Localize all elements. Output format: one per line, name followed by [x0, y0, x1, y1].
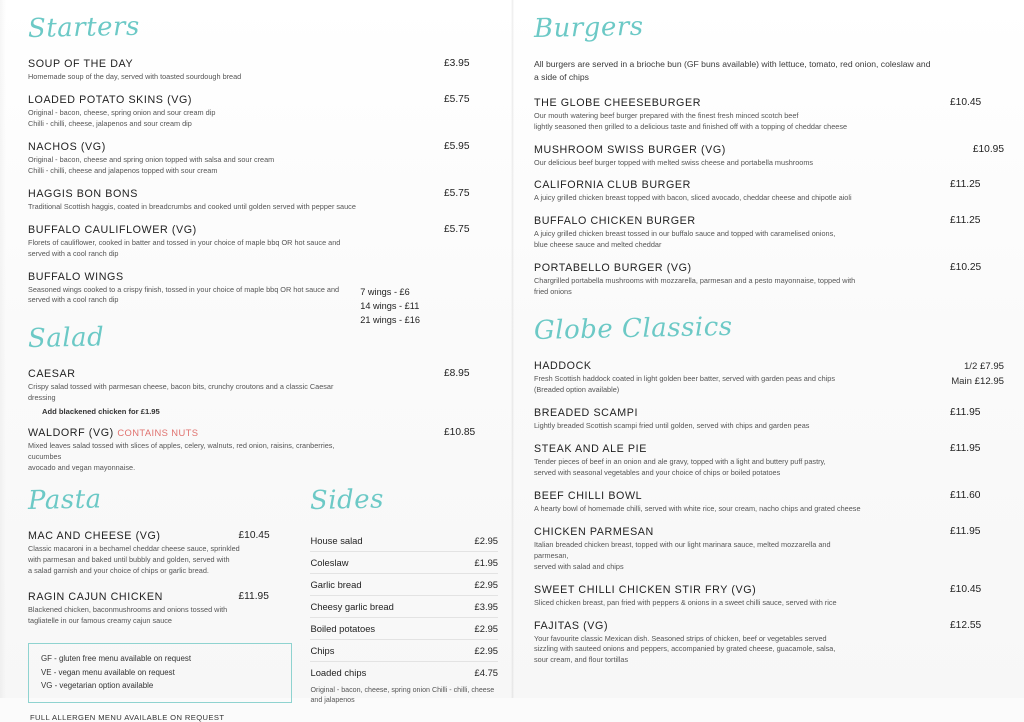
desc-line: Fresh Scottish haddock coated in light golden beer batter, served with garden peas and chips — [534, 374, 835, 384]
item-price: £4.75 — [474, 667, 498, 679]
item-name: MAC AND CHEESE (VG) — [28, 530, 161, 543]
desc-line: served with a cool ranch dip — [28, 295, 119, 305]
item-price: £11.25 — [950, 179, 981, 191]
item-price: £11.95 — [950, 525, 981, 537]
item-price: £11.60 — [950, 489, 981, 501]
item-description — [28, 544, 292, 577]
item-description — [28, 72, 358, 83]
item-description — [28, 108, 358, 130]
item-add-on-note: Add blackened chicken for £1.95 — [42, 407, 160, 417]
haddock-half-label: 1/2 — [963, 361, 978, 373]
item-price: £11.95 — [950, 442, 981, 454]
section-title-burgers: Burgers — [533, 11, 644, 44]
desc-line: A juicy grilled chicken breast tossed in our buffalo sauce and topped with caramelised onions, — [534, 229, 836, 239]
menu-item — [534, 526, 1004, 573]
item-name: BEEF CHILLI BOWL — [534, 489, 643, 502]
section-title-sides: Sides — [310, 484, 385, 517]
item-name: Boiled potatoes — [310, 623, 376, 635]
desc-line: Italian breaded chicken breast, topped with our light marinara sauce, melted mozzarella and parmesan, — [534, 539, 831, 560]
item-price: £11.95 — [950, 407, 981, 418]
section-title-pasta: Pasta — [27, 484, 102, 517]
item-price: £10.45 — [238, 530, 270, 542]
side-item — [310, 574, 498, 596]
desc-line: Florets of cauliflower, cooked in batter and tossed in your choice of maple bbq OR hot sauce and — [28, 237, 341, 247]
desc-line: Our mouth watering beef burger prepared with the finest fresh minced scotch beef — [534, 110, 799, 120]
desc-line: Original - bacon, cheese and spring onion topped with salsa and sour cream — [28, 154, 275, 164]
side-item — [310, 640, 498, 662]
item-description — [534, 193, 864, 204]
desc-line: Original - bacon, cheese, spring onion — [310, 686, 430, 695]
section-title-globe-classics: Globe Classics — [533, 311, 733, 347]
item-name: PORTABELLO BURGER (VG) — [534, 262, 692, 275]
menu-item-buffalo-wings — [28, 270, 498, 325]
menu-item — [28, 591, 292, 627]
item-price: £1.95 — [474, 557, 498, 569]
item-name: HAGGIS BON BONS — [28, 187, 138, 200]
item-price: £12.55 — [950, 619, 982, 631]
item-price: £10.25 — [950, 262, 982, 274]
section-globe-classics — [533, 311, 1004, 666]
item-name: STEAK AND ALE PIE — [534, 442, 647, 455]
item-name: Garlic bread — [310, 579, 362, 591]
menu-item — [28, 188, 498, 213]
item-description — [28, 441, 358, 474]
item-description — [534, 598, 864, 609]
desc-line: Seasoned wings cooked to a crispy finish, tossed in your choice of maple bbq OR hot sauce and — [28, 284, 340, 294]
item-description — [28, 155, 358, 177]
menu-item — [28, 141, 498, 177]
key-line-ve: VE - vegan menu available on request — [41, 667, 175, 677]
menu-item — [28, 94, 498, 130]
desc-line: Chilli - chilli, cheese and jalapenos — [310, 686, 495, 705]
pasta-sides-row — [28, 486, 498, 722]
section-pasta — [28, 486, 292, 722]
desc-line: Crispy salad tossed with parmesan cheese, bacon bits, crunchy croutons and a classic Caesar dressing — [28, 382, 334, 403]
haddock-price-options — [951, 360, 1004, 389]
menu-item — [534, 179, 1004, 204]
item-name: BUFFALO CHICKEN BURGER — [534, 215, 696, 228]
item-name: Loaded chips — [310, 667, 367, 679]
wings-tier: 21 wings - £16 — [360, 315, 420, 325]
menu-item — [534, 490, 1004, 515]
desc-line: A hearty bowl of homemade chilli, served with white rice, sour cream, nacho chips and grated cheese — [534, 503, 861, 513]
desc-line: Original - bacon, cheese, spring onion and sour cream dip — [28, 107, 216, 117]
menu-item — [534, 144, 1004, 169]
desc-line: Your favourite classic Mexican dish. Seasoned strips of chicken, beef or vegetables served — [534, 633, 827, 643]
section-title-salad: Salad — [27, 322, 105, 355]
item-name: NACHOS (VG) — [28, 140, 106, 153]
item-name: CHICKEN PARMESAN — [534, 525, 654, 538]
item-price: £5.75 — [444, 93, 470, 105]
item-description — [534, 634, 864, 667]
item-name: MUSHROOM SWISS BURGER (VG) — [534, 143, 726, 156]
item-name: CALIFORNIA CLUB BURGER — [534, 179, 691, 192]
item-name: Coleslaw — [310, 557, 349, 569]
menu-item — [28, 530, 292, 577]
side-item — [310, 662, 498, 683]
menu-key-box — [28, 643, 292, 703]
item-name-text: WALDORF (VG) — [28, 427, 114, 440]
item-description — [28, 382, 358, 404]
desc-line: tagliatelle in our famous creamy cajun sauce — [28, 615, 172, 625]
desc-line: served with salad and chips — [534, 561, 624, 571]
page-spine — [511, 0, 514, 698]
menu-item — [534, 262, 1004, 298]
item-price: £2.95 — [474, 623, 498, 635]
menu-item — [534, 215, 1004, 251]
item-price: £10.95 — [972, 143, 1004, 155]
desc-line: Tender pieces of beef in an onion and ale gravy, topped with a light and buttery puff pastry, — [534, 456, 826, 466]
burgers-intro: All burgers are served in a brioche bun (GF buns available) with lettuce, tomato, red onion, coleslaw and a side of chips — [534, 59, 931, 83]
left-page — [27, 11, 498, 722]
item-description — [28, 238, 358, 260]
desc-line: Mixed leaves salad tossed with slices of apples, celery, walnuts, red onion, raisins, cranberries, cucumbes — [28, 441, 335, 462]
side-item — [310, 552, 498, 574]
menu-item — [28, 58, 498, 83]
right-page — [533, 11, 1004, 677]
haddock-main-price: £12.95 — [974, 375, 1004, 387]
desc-line: lightly seasoned then grilled to a delicious taste and finished off with a topping of cheddar cheese — [534, 121, 848, 131]
item-price: £11.25 — [950, 215, 981, 227]
item-name: BREADED SCAMPI — [534, 407, 639, 419]
item-description — [28, 285, 358, 307]
desc-line: Blackened chicken, baconmushrooms and onions tossed with — [28, 604, 228, 614]
item-description — [534, 111, 864, 133]
key-line-vg: VG - vegetarian option available — [41, 681, 154, 691]
item-price: £3.95 — [474, 601, 498, 613]
haddock-half-price: £7.95 — [979, 361, 1004, 373]
item-price: £5.75 — [444, 187, 470, 199]
desc-line: Chilli - chilli, cheese, jalapenos and sour cream dip — [28, 118, 192, 128]
wings-tier: 14 wings - £11 — [360, 300, 420, 311]
desc-line: sour cream, and flour tortillas — [534, 655, 629, 665]
item-price: £5.95 — [444, 140, 470, 152]
item-price: £2.95 — [474, 535, 498, 547]
item-price: £3.95 — [444, 58, 470, 69]
item-name: Cheesy garlic bread — [310, 601, 394, 613]
desc-line: served with a cool ranch dip — [28, 248, 119, 258]
menu-item — [534, 97, 1004, 133]
item-name: SWEET CHILLI CHICKEN STIR FRY (VG) — [534, 583, 757, 596]
desc-line: Chilli - chilli, cheese and jalapenos topped with sour cream — [28, 165, 218, 175]
item-price: £11.95 — [238, 590, 269, 602]
item-name: RAGIN CAJUN CHICKEN — [28, 590, 163, 603]
item-price: £8.95 — [444, 368, 470, 380]
item-description — [28, 202, 358, 213]
item-description — [534, 158, 864, 169]
menu-item — [534, 443, 1004, 479]
item-name: BUFFALO CAULIFLOWER (VG) — [28, 223, 197, 236]
section-burgers — [533, 11, 1004, 298]
item-description — [534, 504, 864, 515]
allergen-menu-note: FULL ALLERGEN MENU AVAILABLE ON REQUEST — [30, 713, 225, 722]
item-name — [28, 427, 434, 439]
desc-line: Homemade soup of the day, served with toasted sourdough bread — [28, 72, 242, 81]
desc-line: Lightly breaded Scottish scampi fried until golden, served with chips and garden peas — [534, 421, 810, 430]
desc-line: Classic macaroni in a bechamel cheddar cheese sauce, sprinkled — [28, 544, 240, 554]
section-sides — [310, 486, 498, 722]
item-price: £10.45 — [950, 583, 982, 595]
side-item — [310, 530, 498, 552]
item-name: SOUP OF THE DAY — [28, 58, 134, 70]
item-name: HADDOCK — [534, 360, 592, 373]
item-description — [534, 276, 864, 298]
menu-item-haddock — [534, 360, 1004, 396]
desc-line: a salad garnish and your choice of chips or garlic bread. — [28, 565, 209, 575]
menu-item — [534, 584, 1004, 609]
item-description — [534, 421, 864, 432]
item-description — [534, 540, 864, 573]
item-description — [534, 229, 864, 251]
item-price: £5.75 — [444, 223, 470, 235]
item-description — [310, 683, 498, 706]
menu-item — [28, 224, 498, 260]
menu-item — [534, 620, 1004, 667]
desc-line: with parmesan and baked until bubbly and golden, served with — [28, 555, 230, 564]
item-name: CAESAR — [28, 368, 76, 381]
item-price: £10.85 — [444, 427, 476, 439]
item-price: £2.95 — [474, 579, 498, 591]
desc-line: (Breaded option available) — [534, 385, 620, 395]
item-description — [534, 457, 864, 479]
item-name: LOADED POTATO SKINS (VG) — [28, 93, 193, 106]
desc-line: avocado and vegan mayonnaise. — [28, 463, 136, 473]
desc-line: Chargrilled portabella mushrooms with mozzarella, parmesan and a pesto mayonnaise, topped with fried onions — [534, 276, 856, 297]
menu-item — [28, 427, 498, 474]
desc-line: sizzling with sauteed onions and peppers, accompanied by grated cheese, guacamole, salsa, — [534, 644, 836, 654]
side-item — [310, 618, 498, 640]
item-name: House salad — [310, 535, 363, 547]
item-name: Chips — [310, 645, 335, 657]
desc-line: served with seasonal vegetables and your choice of chips or boiled potatoes — [534, 467, 781, 477]
allergen-warning-nuts: CONTAINS NUTS — [117, 427, 199, 439]
menu-item — [28, 368, 498, 416]
item-name: BUFFALO WINGS — [28, 270, 124, 283]
menu-item — [534, 407, 1004, 432]
section-title-starters: Starters — [27, 11, 141, 44]
item-price: £10.45 — [950, 96, 982, 108]
item-description — [534, 374, 864, 396]
desc-line: Sliced chicken breast, pan fried with peppers & onions in a sweet chilli sauce, served with rice — [534, 597, 837, 607]
section-starters — [27, 11, 498, 325]
desc-line: A juicy grilled chicken breast topped with bacon, sliced avocado, cheddar cheese and chipotle aioli — [534, 193, 852, 203]
desc-line: blue cheese sauce and melted cheddar — [534, 240, 662, 250]
section-salad — [28, 324, 498, 474]
item-price: £2.95 — [474, 645, 498, 657]
side-item — [310, 596, 498, 618]
desc-line: Traditional Scottish haggis, coated in breadcrumbs and cooked until golden served with pepper sauce — [28, 201, 356, 211]
key-line-gf: GF - gluten free menu available on request — [41, 653, 192, 663]
item-name: THE GLOBE CHEESEBURGER — [534, 96, 702, 109]
haddock-main-label: Main — [951, 375, 972, 387]
item-name: FAJITAS (VG) — [534, 619, 609, 632]
wings-tier: 7 wings - £6 — [360, 286, 410, 297]
item-description — [28, 605, 292, 627]
desc-line: Our delicious beef burger topped with melted swiss cheese and portabella mushrooms — [534, 157, 814, 167]
